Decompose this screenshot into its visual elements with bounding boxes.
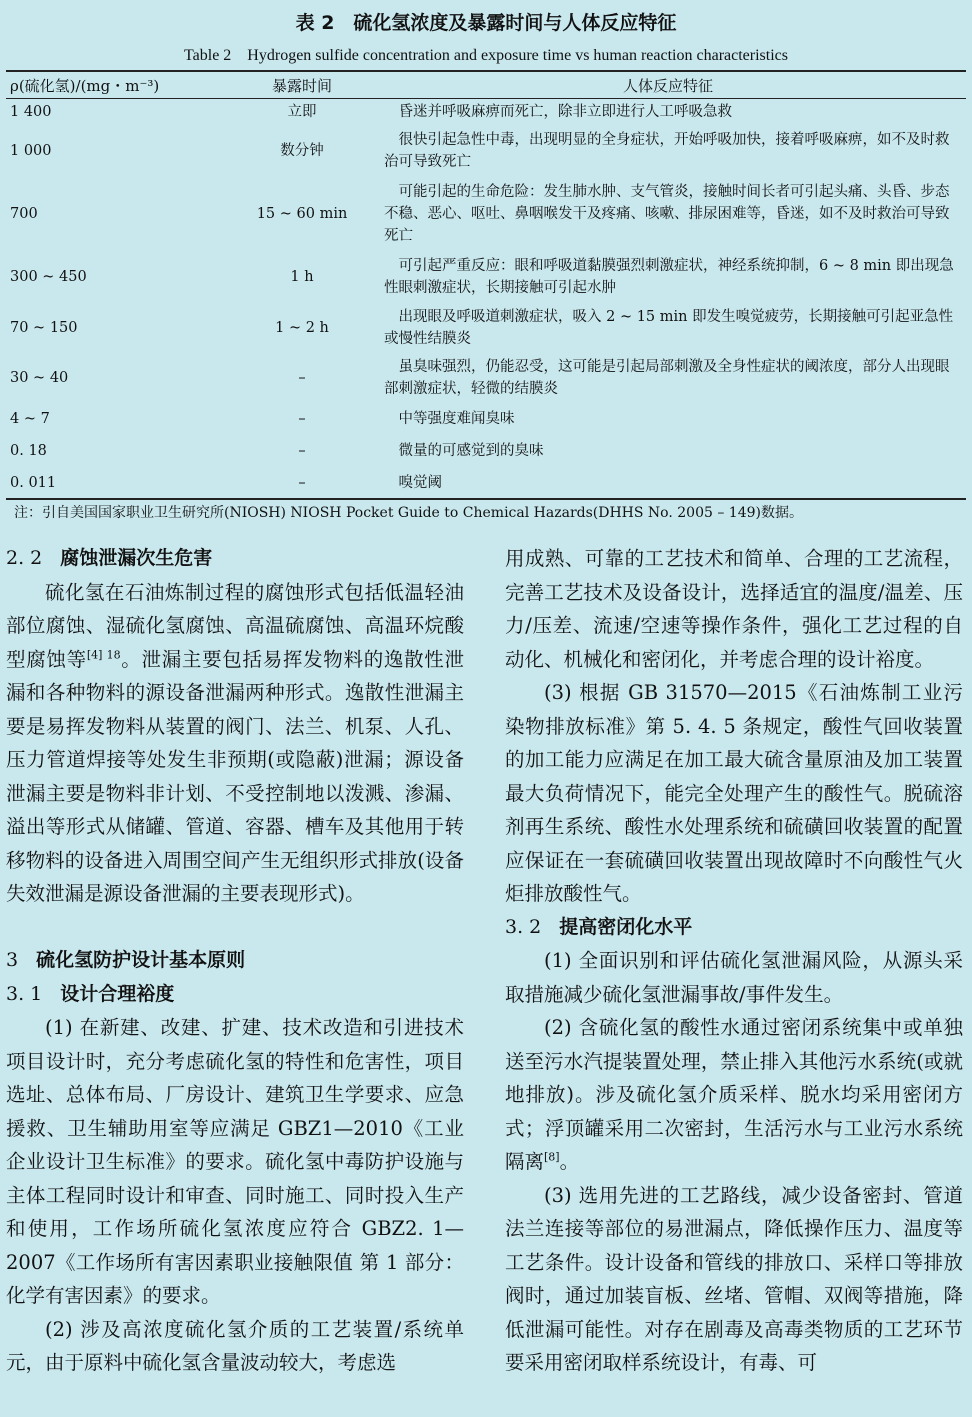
- data-table: [6, 70, 966, 500]
- header-exposure-time: 暴露时间: [234, 71, 370, 99]
- cell-reaction: 出现眼及呼吸道刺激症状，吸入 2 ~ 15 min 即发生嗅觉疲劳，长期接触可引起亚急性或慢性结膜炎: [384, 309, 954, 347]
- cell-time: –: [298, 370, 306, 386]
- header-reaction: 人体反应特征: [370, 71, 966, 99]
- section-3-2-paragraph-1: (1) 全面识别和评估硫化氢泄漏风险，从源头采取措施减少硫化氢泄漏事故/事件发生。: [505, 949, 963, 1006]
- cell-time: 1 ~ 2 h: [275, 320, 329, 336]
- cell-reaction: 可能引起的生命危险：发生肺水肿、支气管炎，接触时间长者可引起头痛、头昏、步态不稳、恶心、呕吐、鼻咽喉发干及疼痛、咳嗽、排尿困难等，昏迷，如不及时救治可导致死亡: [384, 184, 950, 244]
- cell-time: –: [298, 443, 306, 459]
- cell-time: –: [298, 411, 306, 427]
- cell-concentration: 30 ~ 40: [10, 370, 69, 386]
- cell-reaction: 很快引起急性中毒，出现明显的全身症状，开始呼吸加快，接着呼吸麻痹，如不及时救治可导致死亡: [384, 132, 950, 170]
- cell-concentration: 0. 011: [10, 474, 57, 491]
- cell-reaction: 微量的可感觉到的臭味: [398, 443, 544, 459]
- cell-concentration: 1 000: [10, 143, 52, 159]
- table-row: [6, 467, 966, 499]
- cell-time: 数分钟: [280, 143, 324, 159]
- table-row: [6, 303, 966, 353]
- section-3-2-heading: 3. 2 提高密闭化水平: [505, 915, 693, 938]
- table-row: [6, 403, 966, 435]
- cell-concentration: 1 400: [10, 104, 52, 120]
- cell-reaction: 虽臭味强烈，仍能忍受，这可能是引起局部刺激及全身性症状的阈浓度，部分人出现眼部刺激症状，轻微的结膜炎: [384, 359, 950, 397]
- cell-concentration: 700: [10, 206, 38, 222]
- table-row: [6, 99, 966, 126]
- section-3-1-paragraph-1: (1) 在新建、改建、扩建、技术改造和引进技术项目设计时，充分考虑硫化氢的特性和危害性，项目选址、总体布局、厂房设计、建筑卫生学要求、应急援救、卫生辅助用室等应满足 GBZ1—2010《工业企业设计卫生标准》的要求。硫化氢中毒防护设施与主体工程同时设计和审查、同时施工、同时投入生产和使用，工作场所硫化氢浓度应符合 GBZ2. 1—2007《工作场所有害因素职业接触限值 第 1 部分：化学有害因素》的要求。: [6, 1016, 464, 1307]
- table-header-row: [6, 71, 966, 99]
- table-row: [6, 353, 966, 403]
- paragraph-continuation: 用成熟、可靠的工艺技术和简单、合理的工艺流程，完善工艺技术及设备设计，选择适宜的温度/温差、压力/压差、流速/空速等操作条件，强化工艺过程的自动化、机械化和密闭化，并考虑合理的设计裕度。: [505, 547, 963, 671]
- cell-concentration: 0. 18: [10, 443, 47, 459]
- citation-ref: [4] 18: [86, 648, 121, 661]
- section-3-1-paragraph-3: (3) 根据 GB 31570—2015《石油炼制工业污染物排放标准》第 5. 4. 5 条规定，酸性气回收装置的加工能力应满足在加工最大硫含量原油及加工装置最大负荷情况下，能完全处理产生的酸性气。脱硫溶剂再生系统、酸性水处理系统和硫磺回收装置的配置应保证在一套硫磺回收装置出现故障时不向酸性气火炬排放酸性气。: [505, 681, 963, 905]
- table-title-en: Table 2 Hydrogen sulfide concentration and exposure time vs human reaction characteristics: [184, 47, 788, 64]
- cell-time: –: [298, 474, 306, 491]
- cell-time: 立即: [287, 104, 317, 120]
- cell-reaction: 嗅觉阈: [398, 474, 442, 491]
- cell-time: 15 ~ 60 min: [256, 206, 348, 222]
- section-2-2-paragraph: 硫化氢在石油炼制过程的腐蚀形式包括低温轻油部位腐蚀、湿硫化氢腐蚀、高温硫腐蚀、高温环烷酸型腐蚀等$^{[4] 18}$。泄漏主要包括易挥发物料的逸散性泄漏和各种物料的源设备泄漏两种形式。逸散性泄漏主要是易挥发物料从装置的阀门、法兰、机泵、人孔、压力管道焊接等处发生非预期(或隐蔽)泄漏；源设备泄漏主要是物料非计划、不受控制地以泼溅、渗漏、溢出等形式从储罐、管道、容器、槽车及其他用于转移物料的设备进入周围空间产生无组织形式排放(设备失效泄漏是源设备泄漏的主要表现形式)。: [6, 580, 464, 905]
- cell-concentration: 70 ~ 150: [10, 320, 78, 336]
- left-column: [6, 542, 464, 1380]
- cell-reaction: 昏迷并呼吸麻痹而死亡，除非立即进行人工呼吸急救: [398, 104, 732, 120]
- table-title: 表 2 硫化氢浓度及暴露时间与人体反应特征: [295, 12, 677, 34]
- cell-reaction: 可引起严重反应：眼和呼吸道黏膜强烈刺激症状，神经系统抑制，6 ~ 8 min 即出现急性眼刺激症状，长期接触可引起水肿: [384, 258, 954, 296]
- table-row: [6, 251, 966, 303]
- section-3-2-paragraph-3: (3) 选用先进的工艺路线，减少设备密封、管道法兰连接等部位的易泄漏点，降低操作压力、温度等工艺条件。设计设备和管线的排放口、采样口等排放阀时，通过加装盲板、丝堵、管帽、双阀等措施，降低泄漏可能性。对存在剧毒及高毒类物质的工艺环节要采用密闭取样系统设计，有毒、可: [505, 1183, 963, 1374]
- cell-time: 1 h: [290, 269, 314, 285]
- header-concentration: ρ(硫化氢)/(mg・m⁻³): [6, 71, 234, 99]
- table-row: [6, 125, 966, 177]
- section-3-2-paragraph-2: (2) 含硫化氢的酸性水通过密闭系统集中或单独送至污水汽提装置处理，禁止排入其他污水系统(或就地排放)。涉及硫化氢介质采样、脱水均采用密闭方式；浮顶罐采用二次密封，生活污水与工业污水系统隔离[8]。: [505, 1016, 963, 1173]
- table-row: [6, 435, 966, 467]
- section-3-1-heading: 3. 1 设计合理裕度: [6, 982, 175, 1005]
- citation-ref: [8]: [544, 1150, 560, 1164]
- right-column: [505, 542, 963, 1380]
- table-row: [6, 177, 966, 251]
- cell-concentration: 300 ~ 450: [10, 269, 87, 285]
- section-2-2-heading: 2. 2 腐蚀泄漏次生危害: [6, 547, 213, 569]
- table-note: 注：引自美国国家职业卫生研究所(NIOSH) NIOSH Pocket Guide to Chemical Hazards(DHHS No. 2005 – 149)数据。: [14, 505, 803, 521]
- section-3-heading: 3 硫化氢防护设计基本原则: [6, 949, 246, 971]
- cell-reaction: 中等强度难闻臭味: [398, 411, 515, 427]
- section-3-1-paragraph-2: (2) 涉及高浓度硫化氢介质的工艺装置/系统单元，由于原料中硫化氢含量波动较大，考虑选: [6, 1317, 464, 1374]
- cell-concentration: 4 ~ 7: [10, 411, 50, 427]
